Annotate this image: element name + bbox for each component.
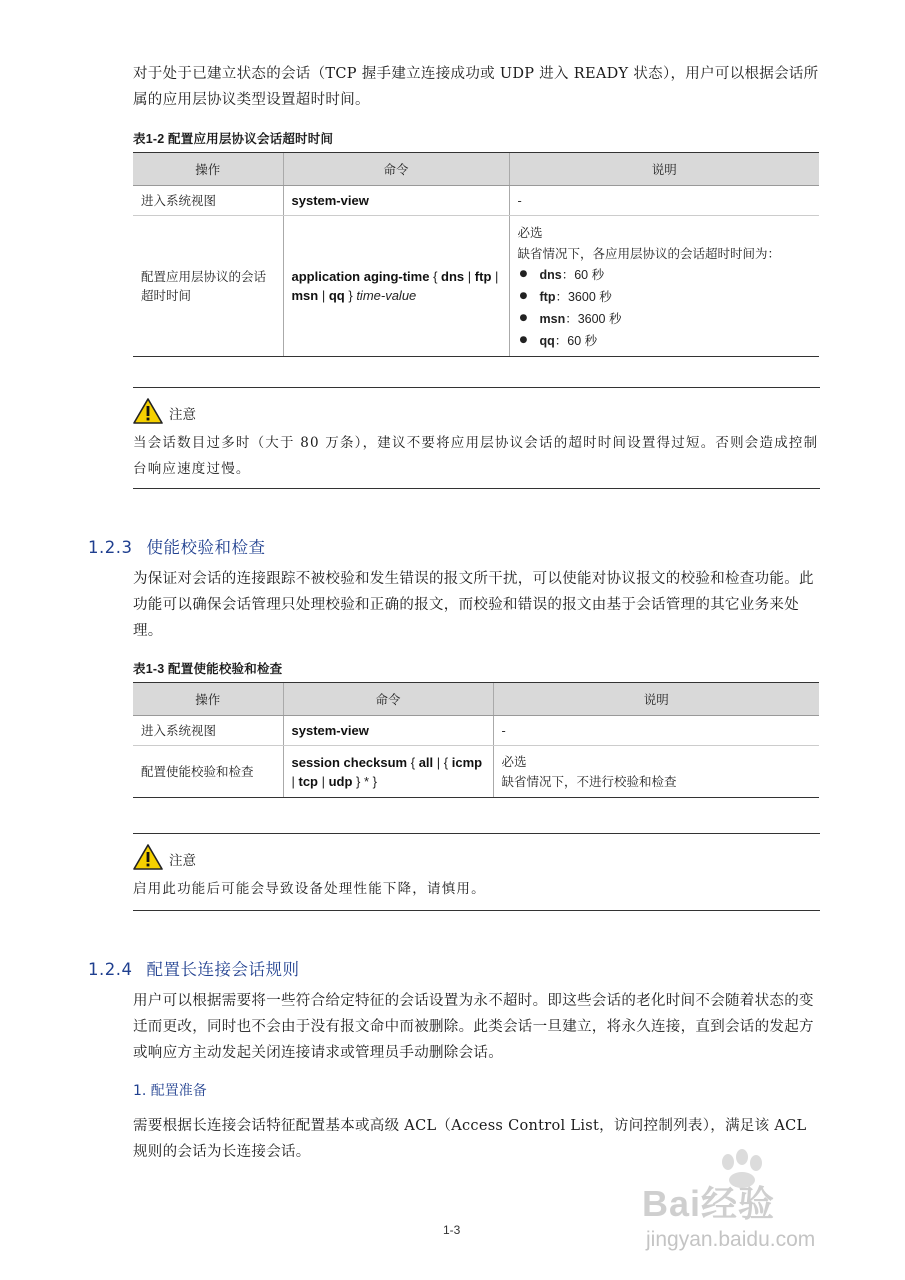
cell-description xyxy=(493,746,819,798)
column-header-description: 说明 xyxy=(493,683,819,716)
table-1-3 xyxy=(133,682,819,798)
table-1-2-caption: 表1-2 配置应用层协议会话超时时间 xyxy=(133,132,334,146)
cell-command: system-view xyxy=(283,186,509,216)
cell-operation: 配置应用层协议的会话超时时间 xyxy=(133,216,283,357)
command-keyword: dns xyxy=(441,269,465,284)
table-header-row xyxy=(133,683,819,716)
command-keyword: tcp xyxy=(298,773,318,789)
table-row xyxy=(133,186,819,216)
cell-description xyxy=(509,216,819,357)
column-header-command: 命令 xyxy=(283,683,493,716)
section-title: 配置长连接会话规则 xyxy=(146,960,300,979)
command-keyword: msn xyxy=(291,288,319,303)
table-header-row xyxy=(133,153,819,186)
list-item: ● ftp：3600 秒 xyxy=(518,286,812,308)
command-syntax: | xyxy=(318,288,329,303)
list-item: ● qq：60 秒 xyxy=(518,330,812,352)
description-required: 必选 xyxy=(501,753,527,769)
command-keyword: session checksum xyxy=(291,754,408,770)
column-header-operation: 操作 xyxy=(133,683,283,716)
cell-command xyxy=(283,216,509,357)
description-default: 缺省情况下，各应用层协议的会话超时时间为： xyxy=(517,246,781,261)
notice-text: 启用此功能后可能会导致设备处理性能下降，请慎用。 xyxy=(133,881,486,897)
table-1-2 xyxy=(133,152,819,357)
column-header-command: 命令 xyxy=(283,153,509,186)
command-syntax: | xyxy=(291,773,299,789)
timeout-list xyxy=(518,264,812,352)
cell-operation: 进入系统视图 xyxy=(133,186,283,216)
description-default: 缺省情况下，不进行校验和检查 xyxy=(501,773,677,789)
section-1-2-3-paragraph: 为保证对会话的连接跟踪不被校验和发生错误的报文所干扰，可以使能对协议报文的校验和检查功能。此功能可以确保会话管理只处理校验和正确的报文，而校验和错误的报文由基于会话管理的其它业务来处理。 xyxy=(133,571,814,639)
command-keyword: udp xyxy=(328,773,353,789)
command-parameter: time-value xyxy=(356,288,417,303)
table-row xyxy=(133,746,819,798)
section-heading-1-2-3 xyxy=(88,534,265,558)
command-keyword: all xyxy=(418,754,434,770)
column-header-operation: 操作 xyxy=(133,153,283,186)
cell-description: - xyxy=(509,186,819,216)
intro-paragraph: 对于处于已建立状态的会话（TCP 握手建立连接成功或 UDP 进入 READY 状态），用户可以根据会话所属的应用层协议类型设置超时时间。 xyxy=(133,66,819,108)
list-item: ● dns：60 秒 xyxy=(518,264,812,286)
subsection-heading: 1. 配置准备 xyxy=(133,1083,207,1099)
watermark-brand: Bai经验 xyxy=(642,1183,776,1224)
command-syntax: } * } xyxy=(352,773,378,789)
cell-description: - xyxy=(493,716,819,746)
baidu-watermark xyxy=(640,1148,890,1268)
section-heading-1-2-4 xyxy=(88,956,299,980)
table-row xyxy=(133,716,819,746)
notice-box xyxy=(133,387,820,489)
section-title: 使能校验和检查 xyxy=(146,538,266,557)
command-syntax: | xyxy=(318,773,329,789)
table-1-3-caption: 表1-3 配置使能校验和检查 xyxy=(133,662,283,676)
cell-command: system-view xyxy=(283,716,493,746)
command-syntax: { xyxy=(407,754,419,770)
command-syntax: | { xyxy=(433,754,452,770)
table-row xyxy=(133,216,819,357)
command-syntax: | xyxy=(491,269,499,284)
subsection-paragraph: 需要根据长连接会话特征配置基本或高级 ACL（Access Control List，访问控制列表），满足该 ACL 规则的会话为长连接会话。 xyxy=(133,1118,807,1160)
command-syntax: | xyxy=(464,269,475,284)
command-keyword: qq xyxy=(328,288,345,303)
list-item: ● msn：3600 秒 xyxy=(518,308,812,330)
command-keyword: icmp xyxy=(451,754,483,770)
notice-label: 注意 xyxy=(169,407,196,423)
cell-command xyxy=(283,746,493,798)
section-1-2-4-paragraph: 用户可以根据需要将一些符合给定特征的会话设置为永不超时。即这些会话的老化时间不会随着状态的变迁而更改，同时也不会由于没有报文命中而被删除。此类会话一旦建立，将永久连接，直到会话的发起方或响应方主动发起关闭连接请求或管理员手动删除会话。 xyxy=(133,993,814,1061)
watermark-url: jingyan.baidu.com xyxy=(646,1228,816,1251)
cell-operation: 配置使能校验和检查 xyxy=(133,746,283,798)
section-number: 1.2.3 xyxy=(88,538,133,557)
section-number: 1.2.4 xyxy=(88,960,133,979)
notice-label: 注意 xyxy=(169,853,196,869)
warning-icon xyxy=(133,844,163,874)
description-required: 必选 xyxy=(517,225,543,240)
notice-header xyxy=(133,398,820,428)
page-number: 1-3 xyxy=(443,1223,461,1237)
column-header-description: 说明 xyxy=(509,153,819,186)
notice-box xyxy=(133,833,820,911)
notice-text: 当会话数目过多时（大于 80 万条），建议不要将应用层协议会话的超时时间设置得过短。否则会造成控制台响应速度过慢。 xyxy=(133,435,819,477)
command-syntax: } xyxy=(344,288,357,303)
warning-icon xyxy=(133,398,163,428)
notice-header xyxy=(133,844,820,874)
cell-operation: 进入系统视图 xyxy=(133,716,283,746)
command-syntax: { xyxy=(429,269,442,284)
command-keyword: application aging-time xyxy=(291,269,430,284)
command-keyword: ftp xyxy=(474,269,492,284)
